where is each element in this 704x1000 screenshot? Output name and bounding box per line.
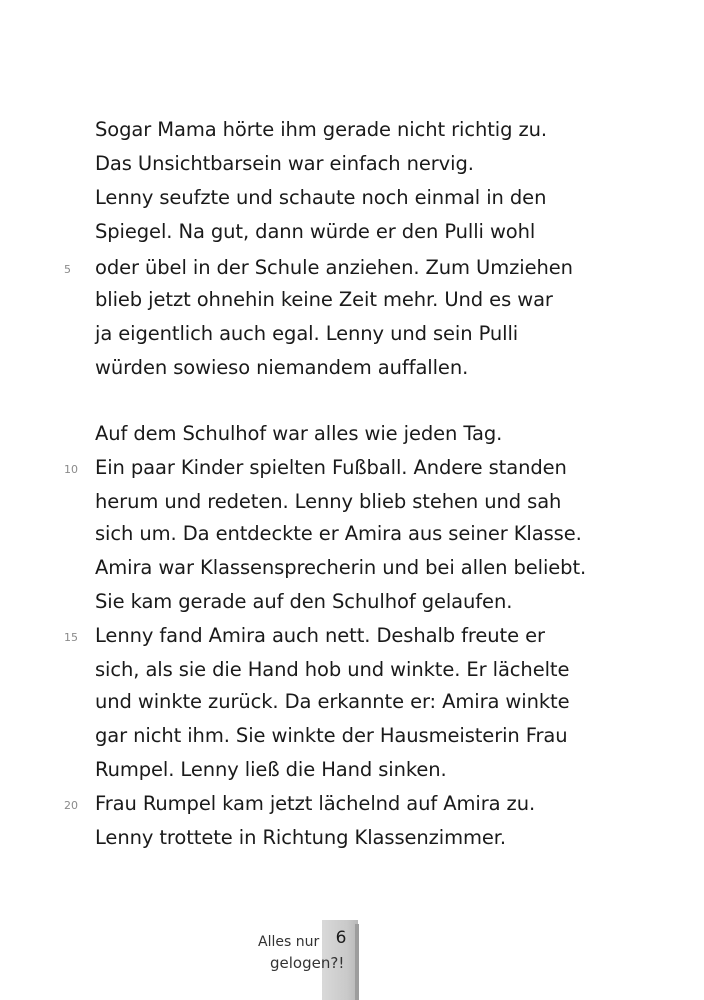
text-line: und winkte zurück. Da erkannte er: Amira winkte — [95, 690, 570, 713]
series-title-line1: Alles nur — [258, 934, 320, 950]
text-line: Spiegel. Na gut, dann würde er den Pulli wohl — [95, 220, 536, 243]
text-line: Rumpel. Lenny ließ die Hand sinken. — [95, 758, 447, 781]
text-line: Amira war Klassensprecherin und bei allen beliebt. — [95, 556, 587, 579]
series-title-line2: gelogen?! — [270, 954, 345, 972]
text-line: Ein paar Kinder spielten Fußball. Andere standen — [95, 456, 567, 479]
text-line: sich um. Da entdeckte er Amira aus seiner Klasse. — [95, 522, 582, 545]
page-tab-shadow — [355, 924, 359, 1000]
text-line: Lenny trottete in Richtung Klassenzimmer. — [95, 826, 507, 849]
text-line: Sie kam gerade auf den Schulhof gelaufen. — [95, 590, 513, 613]
line-number: 20 — [64, 799, 78, 812]
text-line: Sogar Mama hörte ihm gerade nicht richtig zu. — [95, 118, 547, 141]
text-line: herum und redeten. Lenny blieb stehen und sah — [95, 490, 562, 513]
text-line: Auf dem Schulhof war alles wie jeden Tag. — [95, 422, 503, 445]
text-line: Das Unsichtbarsein war einfach nervig. — [95, 152, 474, 175]
text-line: Lenny seufzte und schaute noch einmal in den — [95, 186, 547, 209]
text-line: würden sowieso niemandem auffallen. — [95, 356, 469, 379]
text-line: sich, als sie die Hand hob und winkte. Er lächelte — [95, 658, 570, 681]
line-number: 5 — [64, 263, 71, 276]
text-line: Lenny fand Amira auch nett. Deshalb freute er — [95, 624, 545, 647]
page-number: 6 — [335, 928, 347, 948]
text-line: gar nicht ihm. Sie winkte der Hausmeisterin Frau — [95, 724, 568, 747]
text-line: Frau Rumpel kam jetzt lächelnd auf Amira zu. — [95, 792, 536, 815]
line-number: 10 — [64, 463, 78, 476]
text-line: blieb jetzt ohnehin keine Zeit mehr. Und es war — [95, 288, 553, 311]
text-line: oder übel in der Schule anziehen. Zum Umziehen — [95, 256, 573, 279]
line-number: 15 — [64, 631, 78, 644]
text-line: ja eigentlich auch egal. Lenny und sein Pulli — [95, 322, 519, 345]
